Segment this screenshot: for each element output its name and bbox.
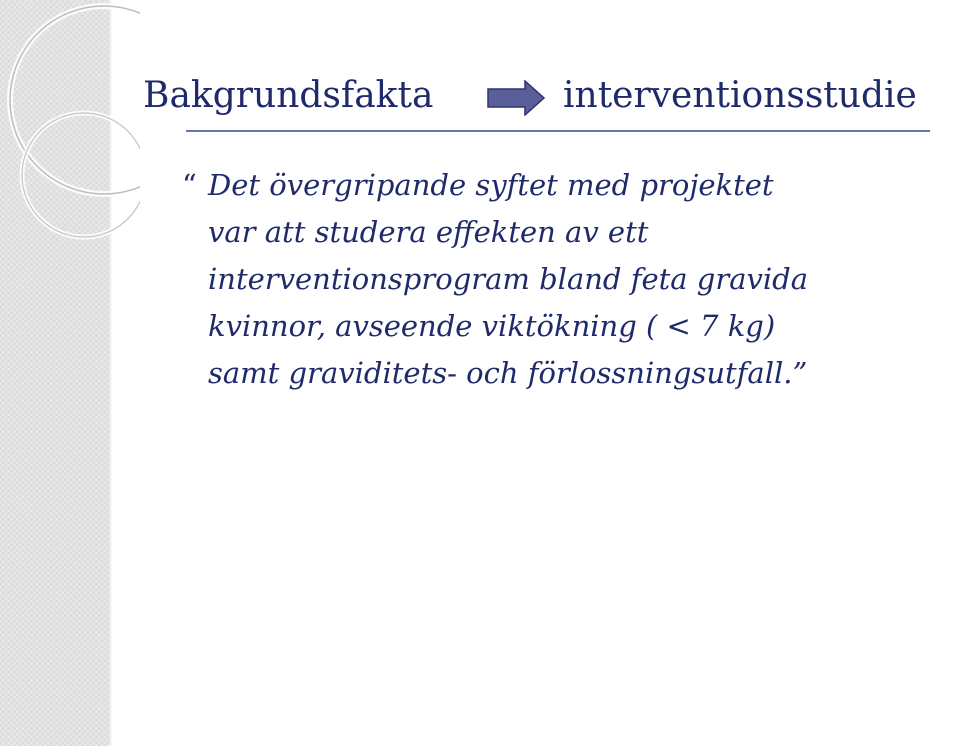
body-line: interventionsprogram bland feta gravida (208, 262, 808, 296)
open-quote-mark: “ (182, 168, 197, 202)
body-line-last (208, 350, 953, 397)
title-divider (186, 130, 930, 132)
body-line: Det övergripande syftet med projektet (208, 168, 774, 202)
decorative-circles (0, 0, 140, 260)
slide-title (143, 68, 953, 124)
right-arrow-icon (487, 80, 545, 116)
body-line: kvinnor, avseende viktökning ( < 7 kg) (208, 309, 776, 343)
body-line: samt graviditets- och förlossningsutfall. (208, 356, 793, 390)
title-right: interventionsstudie (563, 75, 917, 116)
body-line: var att studera effekten av ett (208, 215, 649, 249)
title-left: Bakgrundsfakta (143, 75, 434, 116)
body-quote (182, 162, 953, 397)
close-quote-mark: ” (792, 356, 808, 390)
